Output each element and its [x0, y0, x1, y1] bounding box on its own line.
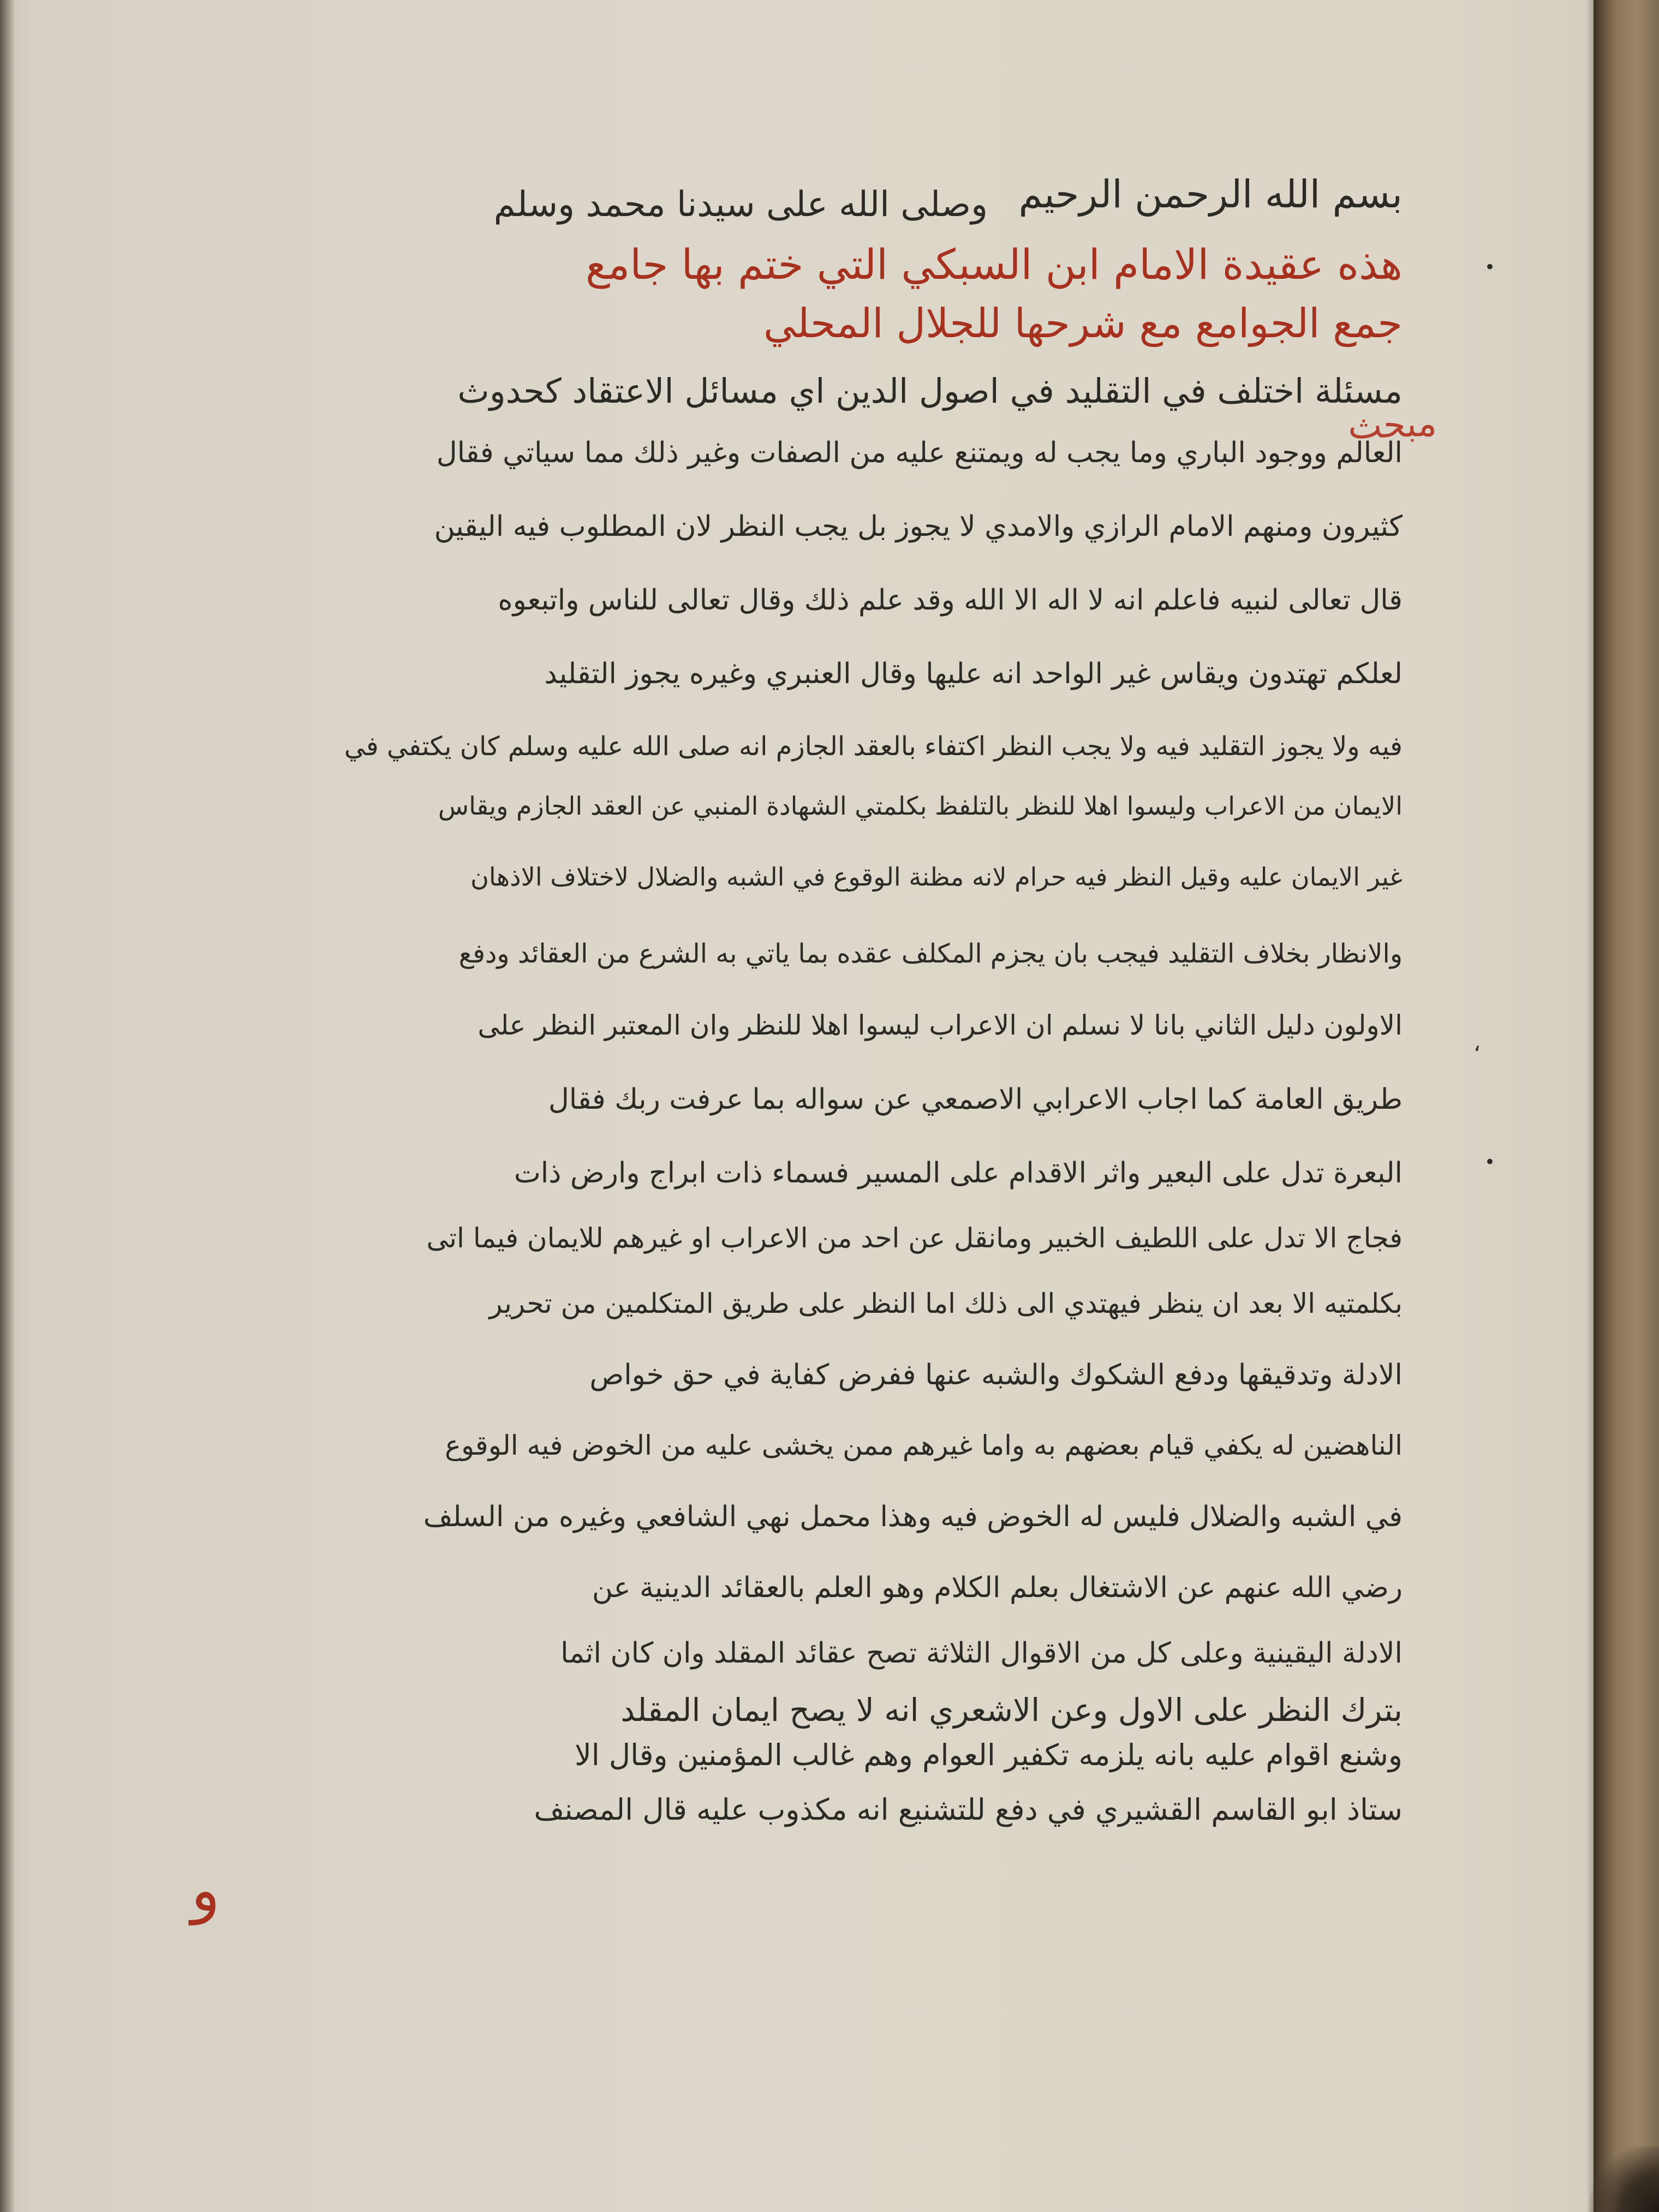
ink-mark: •	[1484, 1151, 1496, 1173]
board-shadow	[1588, 2147, 1659, 2212]
body-line-11: البعرة تدل على البعير واثر الاقدام على المسير فسماء ذات ابراج وارض ذات	[514, 1157, 1403, 1189]
body-line-20: وشنع اقوام عليه بانه يلزمه تكفير العوام وهم غالب المؤمنين وقال الا	[574, 1738, 1403, 1772]
body-line-4: لعلكم تهتدون ويقاس غير الواحد انه عليها وقال العنبري وغيره يجوز التقليد	[544, 657, 1403, 690]
title-line-3: مسئلة اختلف في التقليد في اصول الدين اي مسائل الاعتقاد كحدوث	[457, 371, 1403, 411]
body-line-21: ستاذ ابو القاسم القشيري في دفع للتشنيع انه مكذوب عليه قال المصنف	[534, 1792, 1403, 1827]
body-line-5: فيه ولا يجوز التقليد فيه ولا يجب النظر اكتفاء بالعقد الجازم انه صلى الله عليه وسلم كان يكتفي في	[344, 731, 1403, 762]
margin-note-heading: مبحث	[1347, 402, 1437, 447]
body-line-2: كثيرون ومنهم الامام الرازي والامدي لا يجوز بل يجب النظر لان المطلوب فيه اليقين	[434, 510, 1403, 543]
blessing: وصلى الله على سيدنا محمد وسلم	[493, 184, 988, 225]
body-line-3: قال تعالى لنبيه فاعلم انه لا اله الا الله وقد علم ذلك وقال تعالى للناس واتبعوه	[498, 584, 1403, 617]
title-line-1: هذه عقيدة الامام ابن السبكي التي ختم بها جامع	[586, 240, 1403, 289]
body-line-8: والانظار بخلاف التقليد فيجب بان يجزم المكلف عقده بما ياتي به الشرع من العقائد ودفع	[458, 938, 1403, 969]
body-line-15: الناهضين له يكفي قيام بعضهم به واما غيرهم ممن يخشى عليه من الخوض فيه الوقوع	[445, 1430, 1403, 1461]
body-line-18: الادلة اليقينية وعلى كل من الاقوال الثلاثة تصح عقائد المقلد وان كان اثما	[560, 1637, 1403, 1670]
binding-board	[1594, 0, 1659, 2212]
body-line-17: رضي الله عنهم عن الاشتغال بعلم الكلام وهو العلم بالعقائد الدينية عن	[592, 1571, 1403, 1604]
ink-mark: •	[1484, 256, 1496, 278]
title-line-2: جمع الجوامع مع شرحها للجلال المحلي	[763, 300, 1403, 347]
body-line-13: بكلمتيه الا بعد ان ينظر فيهتدي الى ذلك اما النظر على طريق المتكلمين من تحرير	[489, 1288, 1403, 1319]
body-line-14: الادلة وتدقيقها ودفع الشكوك والشبه عنها ففرض كفاية في حق خواص	[589, 1359, 1403, 1391]
body-line-16: في الشبه والضلال فليس له الخوض فيه وهذا محمل نهي الشافعي وغيره من السلف	[423, 1500, 1403, 1533]
body-line-6: الايمان من الاعراب وليسوا اهلا للنظر بالتلفظ بكلمتي الشهادة المنبي عن العقد الجازم ويقاس	[438, 791, 1403, 821]
body-line-10: طريق العامة كما اجاب الاعرابي الاصمعي عن سواله بما عرفت ربك فقال	[548, 1083, 1403, 1116]
body-line-7: غير الايمان عليه وقيل النظر فيه حرام لانه مظنة الوقوع في الشبه والضلال لاختلاف الاذهان	[470, 862, 1403, 892]
body-line-1: العالم ووجود الباري وما يجب له ويمتنع عليه من الصفات وغير ذلك مما سياتي فقال	[436, 437, 1403, 469]
page-gutter-shadow	[0, 0, 14, 2212]
body-line-19: بترك النظر على الاول وعن الاشعري انه لا يصح ايمان المقلد	[620, 1691, 1403, 1729]
ink-mark: ،	[1473, 1031, 1481, 1056]
body-line-9: الاولون دليل الثاني بانا لا نسلم ان الاعراب ليسوا اهلا للنظر وان المعتبر النظر على	[478, 1009, 1403, 1041]
body-line-12: فجاج الا تدل على اللطيف الخبير ومانقل عن احد من الاعراب او غيرهم للايمان فيما اتى	[426, 1222, 1403, 1254]
catchword: و	[191, 1855, 220, 1925]
basmala: بسم الله الرحمن الرحيم	[1018, 172, 1403, 217]
